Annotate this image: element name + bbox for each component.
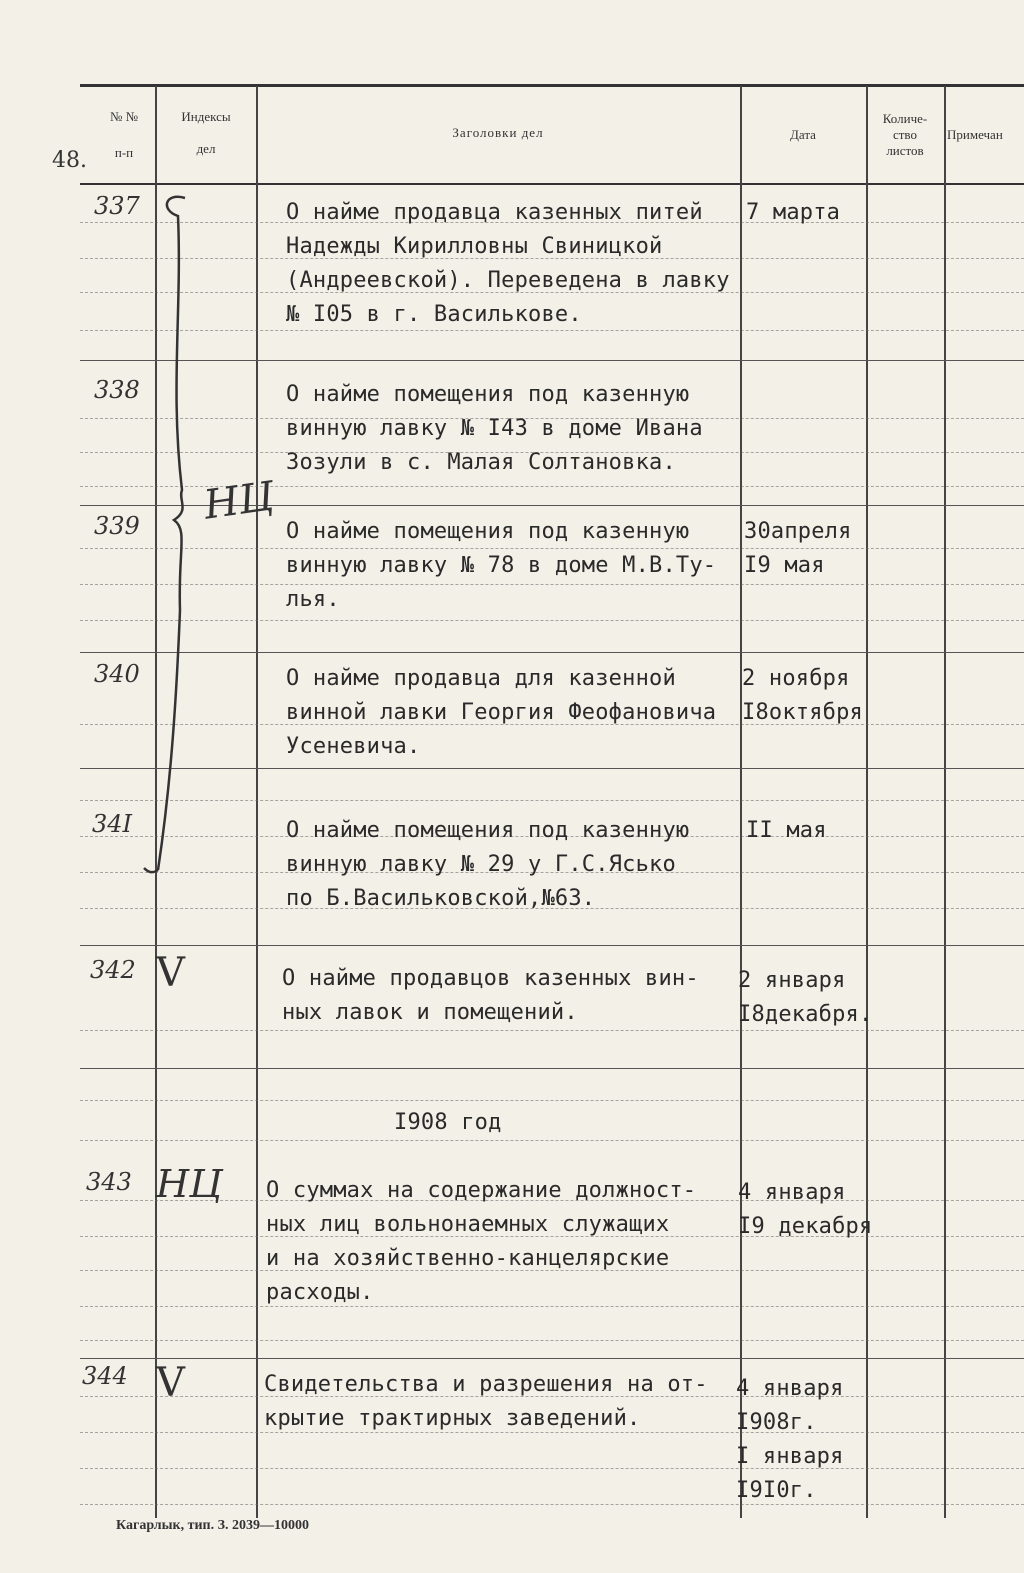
entry-line: крытие трактирных заведений. xyxy=(264,1406,641,1431)
entry-line: винную лавку № 29 у Г.С.Ясько xyxy=(286,852,676,877)
entry-line: ных лавок и помещений. xyxy=(282,1000,578,1025)
entry-line: О найме помещения под казенную xyxy=(286,818,690,843)
year-heading: I908 год xyxy=(394,1110,502,1135)
header-sheets-2: ство xyxy=(892,127,917,142)
entry-date: I января xyxy=(736,1444,844,1469)
entry-number: 34I xyxy=(92,810,133,838)
entry-line: винную лавку № I43 в доме Ивана xyxy=(286,416,703,441)
ruling-line xyxy=(80,1340,1024,1341)
entry-line: и на хозяйственно-канцелярские xyxy=(266,1246,670,1271)
page-number: 48. xyxy=(52,148,87,173)
entry-date: I9I0г. xyxy=(736,1478,817,1503)
entry-line: винную лавку № 78 в доме М.В.Ту- xyxy=(286,553,717,578)
entry-number: 340 xyxy=(94,660,140,688)
entry-date: I9 мая xyxy=(744,553,825,578)
row-rule xyxy=(80,1068,1024,1069)
index-mark: V xyxy=(156,1360,185,1406)
entry-line: О найме продавца для казенной xyxy=(286,666,676,691)
entry-line: О найме помещения под казенную xyxy=(286,382,690,407)
header-index-bottom: дел xyxy=(196,141,216,156)
column-divider-3 xyxy=(740,86,742,1518)
entry-date: I8октября xyxy=(742,700,864,725)
header-date: Дата xyxy=(790,127,816,142)
entry-line: винной лавки Георгия Феофановича xyxy=(286,700,717,725)
entry-date: 30апреля xyxy=(744,519,852,544)
entry-line: ных лиц вольнонаемных служащих xyxy=(266,1212,670,1237)
ruling-line xyxy=(80,1468,1024,1469)
entry-date: I908г. xyxy=(736,1410,817,1435)
ruling-line xyxy=(80,1504,1024,1505)
row-rule xyxy=(80,1358,1024,1359)
header-index-top: Индексы xyxy=(181,109,231,124)
entry-date: 4 января xyxy=(736,1376,844,1401)
entry-date: 7 марта xyxy=(746,200,841,225)
entry-line: Зозули в с. Малая Солтановка. xyxy=(286,450,676,475)
entry-number: 338 xyxy=(94,376,140,404)
row-rule xyxy=(80,945,1024,946)
ruling-line xyxy=(80,1306,1024,1307)
entry-number: 344 xyxy=(82,1362,128,1390)
entry-number: 343 xyxy=(86,1168,132,1196)
printer-imprint: Кагарлык, тип. З. 2039—10000 xyxy=(116,1518,310,1533)
entry-date: II мая xyxy=(746,818,827,843)
header-bottom-rule xyxy=(80,183,1024,185)
entry-line: № I05 в г. Василькове. xyxy=(286,302,582,327)
entry-date: I8декабря. xyxy=(738,1002,873,1027)
entry-line: (Андреевской). Переведена в лавку xyxy=(286,268,730,293)
entry-line: О найме продавцов казенных вин- xyxy=(282,966,699,991)
entry-line: лья. xyxy=(286,587,340,612)
entry-line: Надежды Кирилловны Свиницкой xyxy=(286,234,663,259)
header-num-top: № № xyxy=(109,109,139,124)
entry-date: 2 ноября xyxy=(742,666,850,691)
header-title: Заголовки дел xyxy=(452,125,544,140)
entry-date: I9 декабря xyxy=(738,1214,873,1239)
entry-line: О найме продавца казенных питей xyxy=(286,200,703,225)
ruling-line xyxy=(80,1030,1024,1031)
header-sheets-1: Количе- xyxy=(882,111,928,126)
header-sheets-3: листов xyxy=(886,143,924,158)
column-divider-5 xyxy=(944,86,946,1518)
column-divider-4 xyxy=(866,86,868,1518)
index-mark: НЦ xyxy=(156,1162,223,1206)
ruling-line xyxy=(80,1100,1024,1101)
entry-number: 342 xyxy=(90,956,136,984)
header-num-bottom: п-п xyxy=(114,145,134,160)
entry-line: расходы. xyxy=(266,1280,374,1305)
entry-number: 337 xyxy=(94,192,140,220)
entry-line: Свидетельства и разрешения на от- xyxy=(264,1372,708,1397)
header-notes: Примечан xyxy=(947,128,1003,142)
top-rule xyxy=(80,84,1024,87)
entry-line: О найме помещения под казенную xyxy=(286,519,690,544)
entry-number: 339 xyxy=(94,512,140,540)
entry-line: О суммах на содержание должност- xyxy=(266,1178,697,1203)
entry-line: Усеневича. xyxy=(286,734,421,759)
index-brace-mark xyxy=(130,190,280,890)
index-mark: V xyxy=(156,950,185,996)
index-mark: НЦ xyxy=(201,473,277,529)
ruling-line xyxy=(80,1140,1024,1141)
entry-line: по Б.Васильковской,№63. xyxy=(286,886,596,911)
entry-date: 2 января xyxy=(738,968,846,993)
entry-date: 4 января xyxy=(738,1180,846,1205)
